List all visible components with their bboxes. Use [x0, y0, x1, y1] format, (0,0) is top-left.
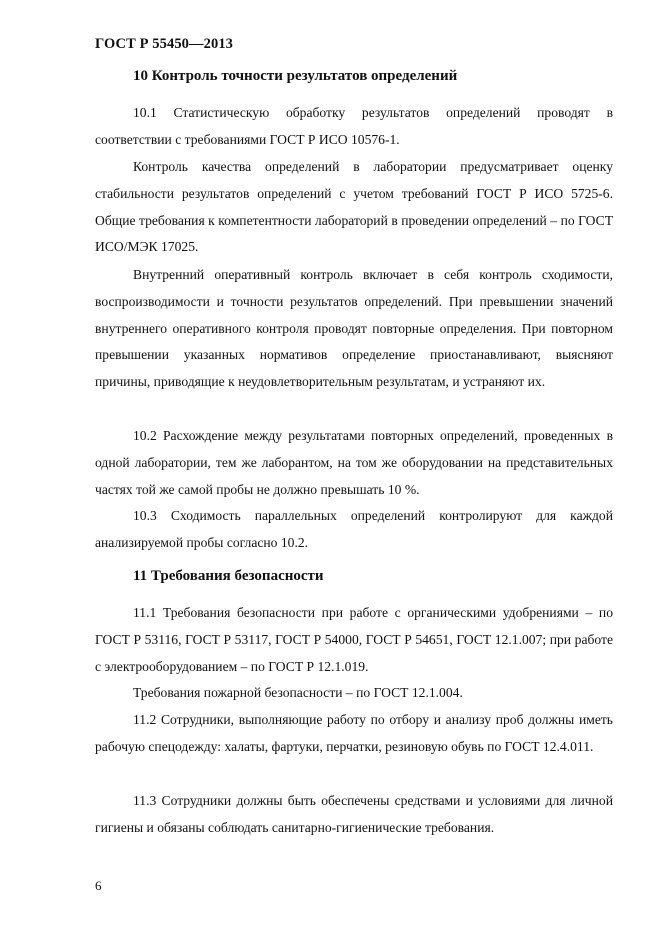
section-11-paragraph-2: Требования пожарной безопасности – по ГОСТ 12.1.004. — [133, 685, 463, 700]
section-10-paragraph-4: 10.2 Расхождение между результатами повторных определений, проведенных в одной лаборатории, тем же лаборантом, на том же оборудовании на представительных частях той же самой пробы не должно превышать 10 %. — [95, 428, 613, 497]
section-10-heading: 10 Контроль точности результатов определений — [133, 68, 458, 84]
section-10-paragraph-5: 10.3 Сходимость параллельных определений контролируют для каждой анализируемой пробы согласно 10.2. — [95, 508, 613, 550]
section-10-paragraph-2: Контроль качества определений в лаборатории предусматривает оценку стабильности результатов определений с учетом требований ГОСТ Р ИСО 5725-6. Общие требования к компетентности лабораторий в проведении определений – по ГОСТ ИСО/МЭК 17025. — [95, 159, 613, 255]
section-10-paragraph-1: 10.1 Статистическую обработку результатов определений проводят в соответствии с требованиями ГОСТ Р ИСО 10576-1. — [95, 105, 613, 147]
section-11-heading: 11 Требования безопасности — [133, 568, 324, 584]
section-11-paragraph-1: 11.1 Требования безопасности при работе с органическими удобрениями – по ГОСТ Р 53116, ГОСТ Р 53117, ГОСТ Р 54000, ГОСТ Р 54651, ГОСТ 12.1.007; при работе с электрооборудованием – по ГОСТ Р 12.1.019. — [95, 605, 613, 674]
document-header-standard-code: ГОСТ Р 55450—2013 — [95, 36, 234, 52]
section-10-paragraph-3: Внутренний оперативный контроль включает в себя контроль сходимости, воспроизводимости и точности результатов определений. При превышении значений внутреннего оперативного контроля проводят повторные определения. При повторном превышении указанных нормативов определение приостанавливают, выясняют причины, приводящие к неудовлетворительным результатам, и устраняют их. — [95, 267, 613, 390]
page-number: 6 — [95, 878, 102, 893]
section-11-paragraph-4: 11.3 Сотрудники должны быть обеспечены средствами и условиями для личной гигиены и обязаны соблюдать санитарно-гигиенические требования. — [95, 793, 613, 835]
section-11-paragraph-3: 11.2 Сотрудники, выполняющие работу по отбору и анализу проб должны иметь рабочую спецодежду: халаты, фартуки, перчатки, резиновую обувь по ГОСТ 12.4.011. — [95, 712, 613, 754]
